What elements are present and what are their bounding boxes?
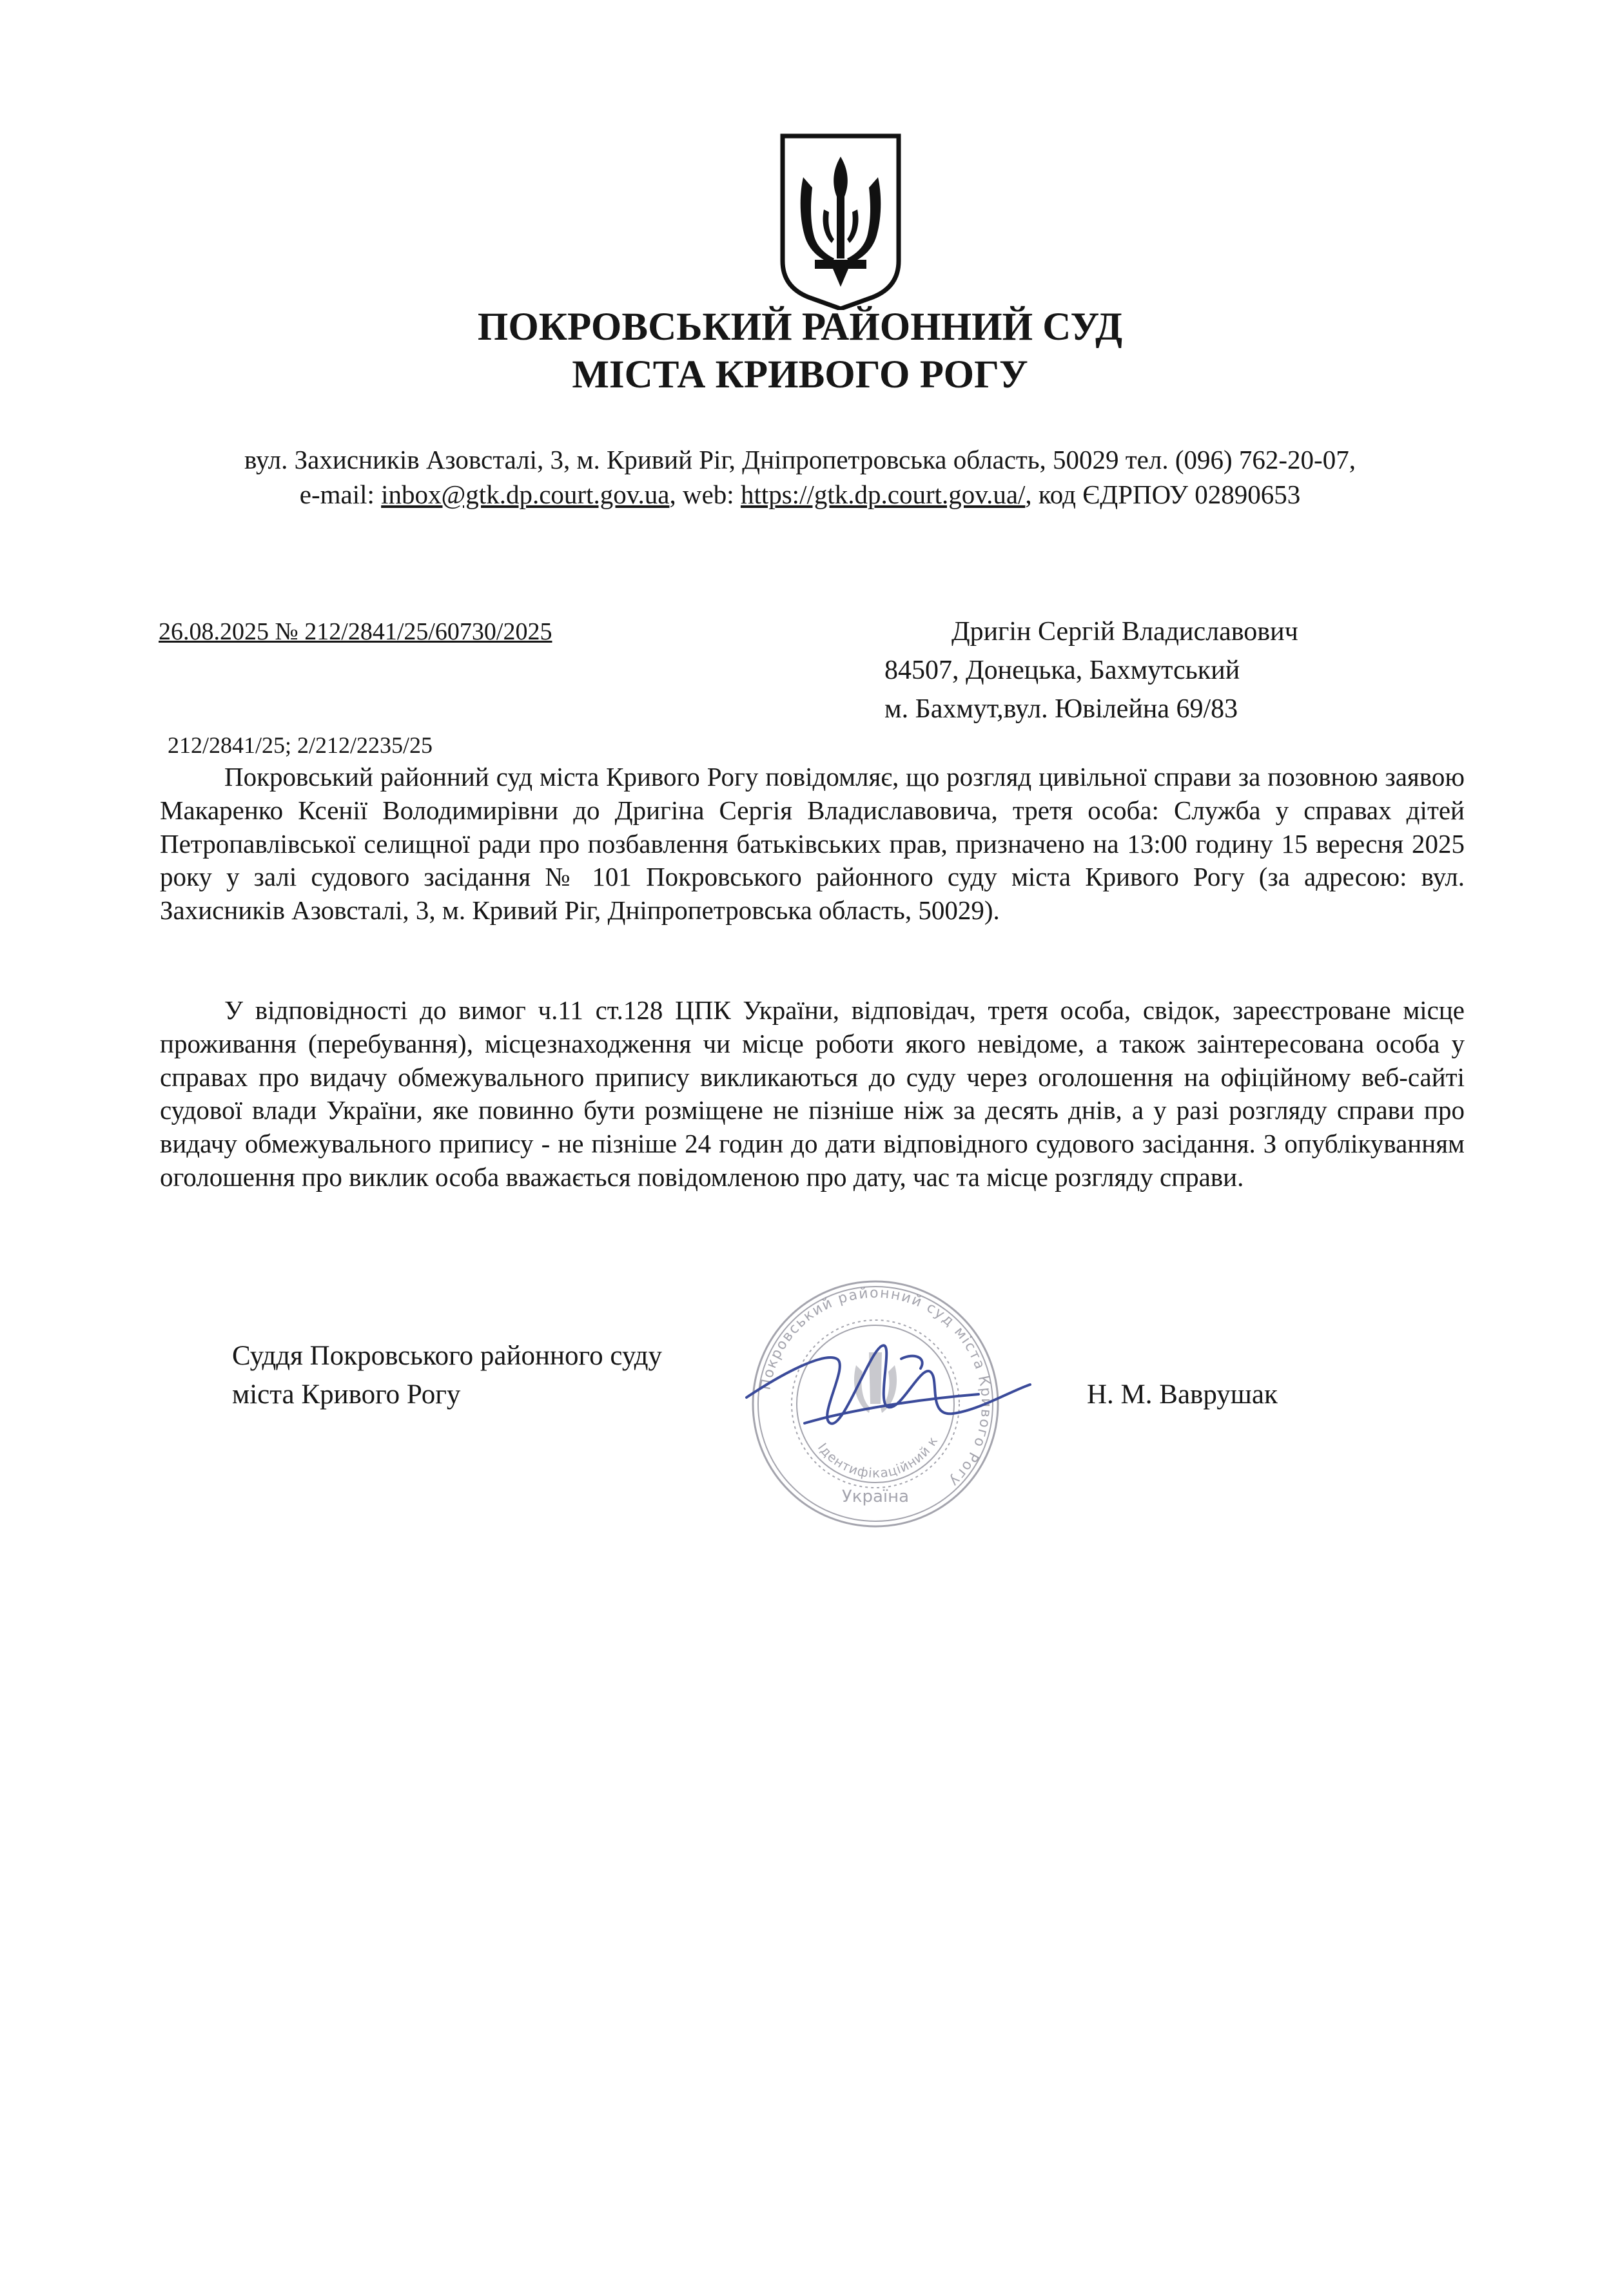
court-name-line2: МІСТА КРИВОГО РОГУ — [572, 353, 1028, 396]
web-label: , web: — [669, 480, 741, 509]
edrpou-code: , код ЄДРПОУ 02890653 — [1025, 480, 1301, 509]
signer-title-line1: Суддя Покровського районного суду — [232, 1341, 663, 1371]
notice-paragraph-1: Покровський районний суд міста Кривого Рогу повідомляє, що розгляд цивільної справи за позовною заявою Макаренко Ксенії Володимирівни до Дригіна Сергія Владиславовича, третя особа: Служба у справах дітей Петропавлівської селищної ради про позбавлення батьківських прав, призначено на 13:00 годину 15 вересня 2025 року у залі судового засідання № 101 Покровського районного суду міста Кривого Рогу (за адресою: вул. Захисників Азовсталі, 3, м. Кривий Ріг, Дніпропетровська область, 50029). — [160, 762, 1465, 926]
website-link[interactable]: https://gtk.dp.court.gov.ua/ — [740, 480, 1026, 509]
trident-coat-of-arms-icon — [776, 132, 905, 310]
court-address: вул. Захисників Азовсталі, 3, м. Кривий Ріг, Дніпропетровська область, 50029 тел. (096) 762-20-07, — [244, 445, 1356, 474]
case-numbers: 212/2841/25; 2/212/2235/25 — [168, 732, 433, 758]
court-contacts — [0, 478, 1600, 511]
svg-text:Україна: Україна — [841, 1487, 910, 1506]
email-label: e-mail: — [299, 480, 382, 509]
court-name-line1: ПОКРОВСЬКИЙ РАЙОННИЙ СУД — [477, 306, 1123, 349]
svg-text:Ідентифікаційний код 02890653: Ідентифікаційний к — [814, 1433, 941, 1481]
addressee-address-line2: м. Бахмут,вул. Ювілейна 69/83 — [884, 694, 1238, 724]
judge-name: Н. М. Ваврушак — [1087, 1379, 1278, 1410]
outgoing-date-number: 26.08.2025 № 212/2841/25/60730/2025 — [159, 618, 552, 645]
official-round-seal-icon — [708, 1275, 1043, 1546]
svg-text:Покровський районний суд міста: Покровський районний суд міста Кривого Рогу — [757, 1285, 995, 1490]
notice-paragraph-2: У відповідності до вимог ч.11 ст.128 ЦПК України, відповідач, третя особа, свідок, зареєстроване місце проживання (перебування), місцезнаходження чи місце роботи якого невідоме, а також заінтересована особа у справах про видачу обмежувального припису викликаються до суду через оголошення на офіційному веб-сайті судової влади України, яке повинно бути розміщене не пізніше ніж за десять днів, а у разі розгляду справи про видачу обмежувального припису - не пізніше 24 годин до дати відповідного судового засідання. З опублікуванням оголошення про виклик особа вважається повідомленою про дату, час та місце розгляду справи. — [160, 995, 1465, 1192]
signer-title-line2: міста Кривого Рогу — [232, 1379, 461, 1410]
email-link[interactable]: inbox@gtk.dp.court.gov.ua — [381, 480, 670, 509]
addressee-name: Дригін Сергій Владиславович — [951, 617, 1298, 647]
addressee-address-line1: 84507, Донецька, Бахмутський — [884, 656, 1240, 685]
